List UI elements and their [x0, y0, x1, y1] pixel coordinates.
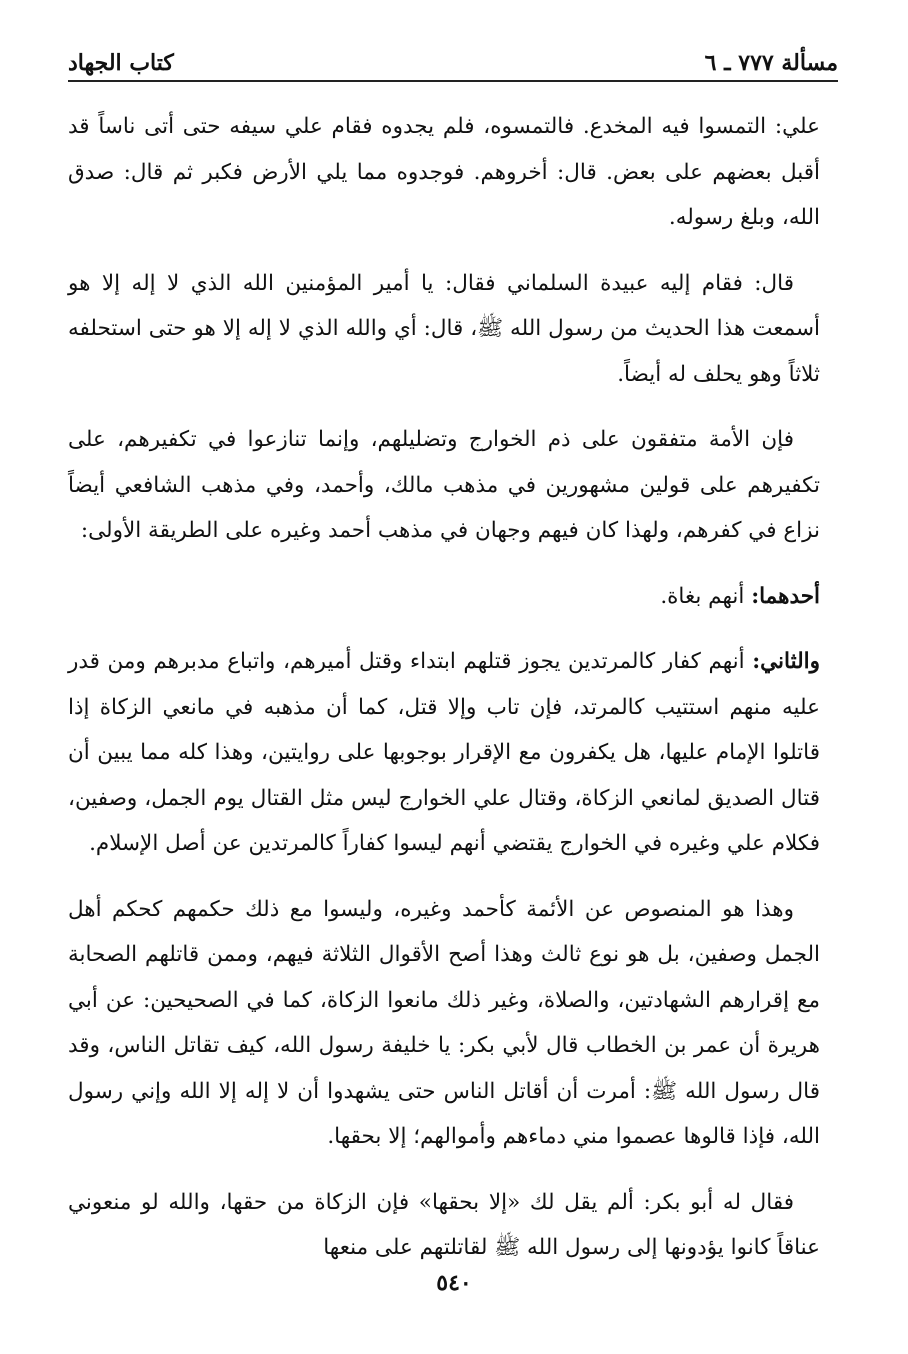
paragraph-4 — [68, 574, 820, 620]
paragraph-5 — [68, 639, 820, 867]
paragraph-7: فقال له أبو بكر: ألم يقل لك «إلا بحقها» فإن الزكاة من حقها، والله لو منعوني عناقاً كانوا يؤدونها إلى رسول الله ﷺ لقاتلتهم على منعها — [68, 1189, 820, 1260]
paragraph-2: قال: فقام إليه عبيدة السلماني فقال: يا أمير المؤمنين الله الذي لا إله إلا هو أسمعت هذا الحديث من رسول الله ﷺ، قال: أي والله الذي لا إله إلا هو حتى استحلفه ثلاثاً وهو يحلف له أيضاً. — [68, 270, 820, 387]
header-rule — [68, 80, 838, 82]
page-number: ٥٤٠ — [436, 1270, 472, 1296]
header-book-title: كتاب الجهاد — [68, 50, 174, 76]
paragraph-6: وهذا هو المنصوص عن الأئمة كأحمد وغيره، وليسوا مع ذلك حكمهم كحكم أهل الجمل وصفين، بل هو نوع ثالث وهذا أصح الأقوال الثلاثة فيهم، وممن قاتلهم الصحابة مع إقرارهم الشهادتين، والصلاة، وغير ذلك مانعوا الزكاة، كما في الصحيحين: عن أبي هريرة أن عمر بن الخطاب قال لأبي بكر: يا خليفة رسول الله، كيف تقاتل الناس، وقد قال رسول الله ﷺ: أمرت أن أقاتل الناس حتى يشهدوا أن لا إله إلا الله وإني رسول الله، فإذا قالوها عصموا مني دماءهم وأموالهم؛ إلا بحقها. — [68, 896, 820, 1149]
paragraph-5-lead: والثاني: — [752, 649, 820, 674]
paragraph-5-text: أنهم كفار كالمرتدين يجوز قتلهم ابتداء وقتل أميرهم، واتباع مدبرهم ومن قدر عليه منهم استتيب كالمرتد، فإن تاب وإلا قتل، كما أن مذهبه في مانعي الزكاة إذا قاتلوا الإمام عليها، هل يكفرون مع الإقرار بوجوبها على روايتين، وهذا كله مما يبين أن قتال الصديق لمانعي الزكاة، وقتال علي الخوارج ليس مثل القتال يوم الجمل، وصفين، فكلام علي وغيره في الخوارج يقتضي أنهم ليسوا كفاراً كالمرتدين عن أصل الإسلام. — [68, 649, 820, 856]
paragraph-1: علي: التمسوا فيه المخدع. فالتمسوه، فلم يجدوه فقام علي سيفه حتى أتى ناساً قد أقبل بعضهم على بعض. قال: أخروهم. فوجدوه مما يلي الأرض فكبر ثم قال: صدق الله، وبلغ رسوله. — [68, 114, 820, 230]
page-body — [68, 104, 820, 1291]
paragraph-3: فإن الأمة متفقون على ذم الخوارج وتضليلهم، وإنما تنازعوا في تكفيرهم، على تكفيرهم على قولين مشهورين في مذهب مالك، وأحمد، وفي مذهب الشافعي أيضاً نزاع في كفرهم، ولهذا كان فيهم وجهان في مذهب أحمد وغيره على الطريقة الأولى: — [68, 427, 820, 543]
paragraph-4-text: أنهم بغاة. — [660, 583, 752, 609]
header-issue-number: مسألة ٧٧٧ ـ ٦ — [704, 50, 838, 76]
paragraph-4-lead: أحدهما: — [751, 583, 820, 609]
running-header — [68, 26, 838, 76]
